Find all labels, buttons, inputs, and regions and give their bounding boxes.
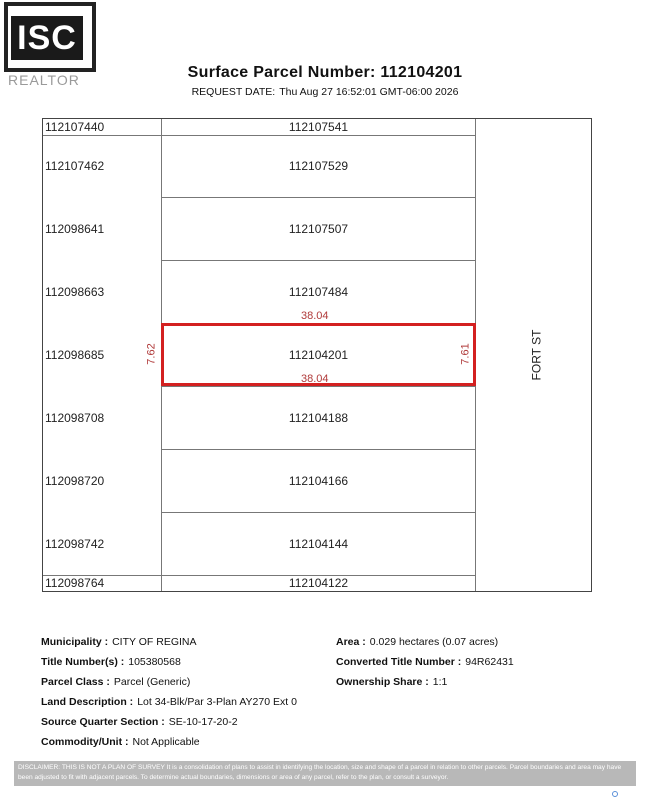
- parcel-label-left: 112098720: [45, 474, 105, 488]
- parcel-label-left: 112098663: [45, 285, 105, 299]
- commodity-unit-value: Not Applicable: [132, 736, 200, 748]
- parcel-label-middle: 112104188: [288, 411, 349, 425]
- parcel-label-left: 112098685: [45, 348, 105, 362]
- map-grid-line: [43, 135, 161, 136]
- commodity-unit-row: [41, 736, 200, 748]
- parcel-label-middle: 112104122: [288, 576, 349, 590]
- parcel-label-middle: 112104144: [288, 537, 349, 551]
- municipality-value: CITY OF REGINA: [112, 636, 197, 648]
- logo-subtext: REALTOR: [8, 72, 80, 88]
- source-quarter-section-value: SE-10-17-20-2: [168, 716, 238, 728]
- parcel-label-left: 112098764: [45, 576, 105, 590]
- parcel-label-left: 112107462: [45, 159, 105, 173]
- map-grid-line: [161, 197, 475, 198]
- municipality-label: Municipality :: [41, 636, 109, 648]
- parcel-label-middle: 112107529: [288, 159, 349, 173]
- parcel-label-left: 112098708: [45, 411, 105, 425]
- street-label: FORT ST: [529, 329, 544, 381]
- request-date-value: Thu Aug 27 16:52:01 GMT-06:00 2026: [279, 86, 459, 98]
- map-grid-line: [161, 260, 475, 261]
- area-value: 0.029 hectares (0.07 acres): [369, 636, 499, 648]
- title-numbers-value: 105380568: [128, 656, 181, 668]
- dimension-top: 38.04: [301, 310, 329, 322]
- land-description-value: Lot 34-Blk/Par 3-Plan AY270 Ext 0: [137, 696, 297, 708]
- parcel-class-row: [41, 676, 190, 688]
- parcel-label-middle: 112104166: [288, 474, 349, 488]
- map-grid-line: [161, 449, 475, 450]
- land-description-label: Land Description :: [41, 696, 134, 708]
- map-grid-line: [161, 386, 475, 387]
- municipality-row: [41, 636, 197, 648]
- dimension-right: 7.61: [459, 343, 472, 365]
- parcel-class-label: Parcel Class :: [41, 676, 110, 688]
- ownership-share-label: Ownership Share :: [336, 676, 429, 688]
- land-description-row: [41, 696, 297, 708]
- converted-title-number-value: 94R62431: [465, 656, 514, 668]
- map-grid-line: [161, 135, 475, 136]
- dimension-bottom: 38.04: [301, 373, 329, 385]
- disclaimer-banner: DISCLAIMER: THIS IS NOT A PLAN OF SURVEY It is a consolidation of plans to assist in identifying the location, size and shape of a parcel in relation to other parcels. Parcel boundaries and area may have been adjusted to fit with adjacent parcels. To determine actual boundaries, dimensions or area of any parcel, refer to the plan, or consult a surveyor.: [14, 761, 636, 786]
- parcel-label-middle: 112107507: [288, 222, 349, 236]
- request-date: [0, 86, 650, 98]
- logo-mark: ISC: [11, 16, 83, 60]
- parcel-map: [42, 118, 592, 592]
- source-quarter-section-label: Source Quarter Section :: [41, 716, 165, 728]
- dimension-left: 7.62: [145, 343, 158, 365]
- converted-title-number-row: [336, 656, 514, 668]
- page-title: Surface Parcel Number: 112104201: [187, 64, 463, 81]
- ownership-share-row: [336, 676, 447, 688]
- ownership-share-value: 1:1: [432, 676, 448, 688]
- parcel-label-left: 112107440: [45, 120, 105, 134]
- commodity-unit-label: Commodity/Unit :: [41, 736, 129, 748]
- title-numbers-row: [41, 656, 181, 668]
- parcel-class-value: Parcel (Generic): [113, 676, 191, 688]
- source-quarter-section-row: [41, 716, 238, 728]
- area-label: Area :: [336, 636, 366, 648]
- parcel-label-middle: 112107484: [288, 285, 349, 299]
- parcel-label-left: 112098641: [45, 222, 105, 236]
- parcel-label-left: 112098742: [45, 537, 105, 551]
- request-date-label: REQUEST DATE:: [191, 86, 276, 98]
- converted-title-number-label: Converted Title Number :: [336, 656, 462, 668]
- parcel-label-subject: 112104201: [288, 348, 349, 362]
- map-pin-icon: [612, 791, 618, 797]
- title-numbers-label: Title Number(s) :: [41, 656, 125, 668]
- parcel-label-middle: 112107541: [288, 120, 349, 134]
- map-grid-line: [161, 512, 475, 513]
- area-row: [336, 636, 498, 648]
